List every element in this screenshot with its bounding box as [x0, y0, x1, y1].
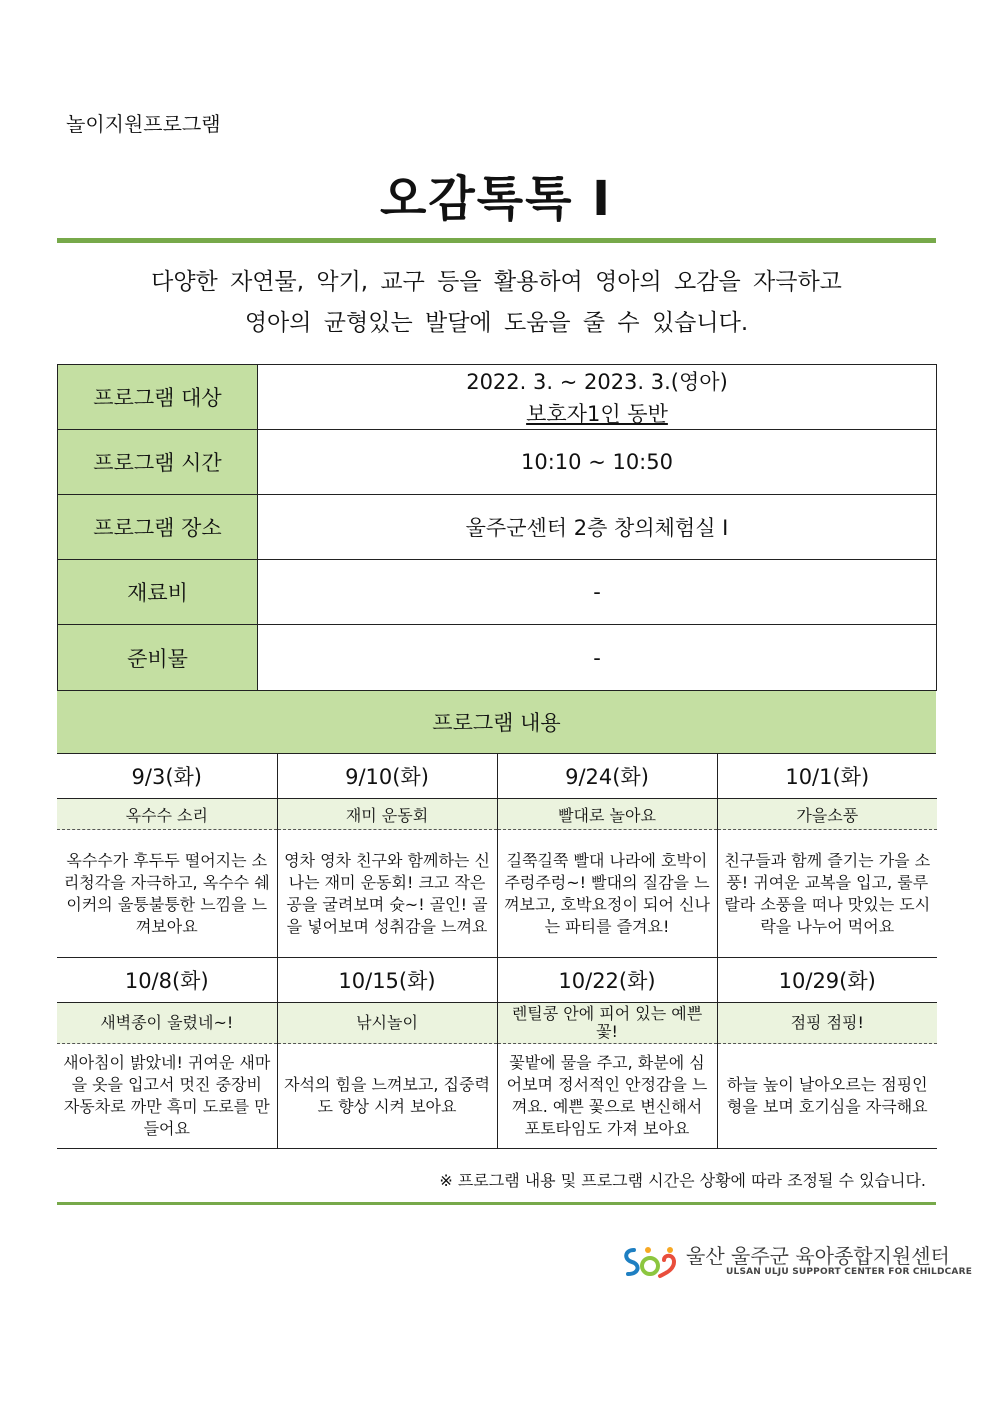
- session-description: 옥수수가 후두두 떨어지는 소리청각을 자극하고, 옥수수 쉐이커의 울퉁불퉁한 느낌을 느껴보아요: [57, 830, 277, 958]
- intro-line-1: 다양한 자연물, 악기, 교구 등을 활용하여 영아의 오감을 자극하고: [151, 269, 842, 295]
- target-label: 프로그램 대상: [58, 365, 258, 430]
- session-description: 친구들과 함께 즐기는 가을 소풍! 귀여운 교복을 입고, 룰루랄라 소풍을 떠나 맛있는 도시락을 나누어 먹어요: [717, 830, 937, 958]
- center-name-english: ULSAN ULJU SUPPORT CENTER FOR CHILDCARE: [726, 1267, 973, 1277]
- schedule-change-note: ※ 프로그램 내용 및 프로그램 시간은 상황에 따라 조정될 수 있습니다.: [439, 1171, 926, 1190]
- target-guardian: 보호자1인 동반: [526, 402, 668, 426]
- session-topic: 새벽종이 울렸네~!: [57, 1003, 277, 1044]
- session-description: 꽃밭에 물을 주고, 화분에 심어보며 정서적인 안정감을 느껴요. 예쁜 꽃으로 변신해서 포토타임도 가져 보아요: [497, 1044, 717, 1149]
- week2-date-row: [57, 958, 937, 1003]
- intro-line-2: 영아의 균형있는 발달에 도움을 줄 수 있습니다.: [244, 310, 749, 336]
- center-logo-icon: [620, 1242, 680, 1282]
- session-topic: 가을소풍: [717, 799, 937, 830]
- info-row-time: [58, 430, 937, 495]
- target-value: [258, 365, 937, 430]
- fee-label: 재료비: [58, 560, 258, 625]
- time-label: 프로그램 시간: [58, 430, 258, 495]
- program-info-table: [57, 364, 937, 691]
- prep-label: 준비물: [58, 625, 258, 691]
- intro-text: [57, 262, 936, 344]
- session-date: 10/8(화): [57, 958, 277, 1003]
- session-date: 10/15(화): [277, 958, 497, 1003]
- info-row-fee: [58, 560, 937, 625]
- session-date: 9/3(화): [57, 754, 277, 799]
- content-heading: 프로그램 내용: [57, 690, 936, 754]
- target-period: 2022. 3. ~ 2023. 3.(영아): [466, 370, 728, 394]
- center-logo: [620, 1240, 973, 1284]
- week1-topic-row: [57, 799, 937, 830]
- top-divider: [57, 238, 936, 243]
- session-topic: 렌틸콩 안에 피어 있는 예쁜 꽃!: [497, 1003, 717, 1044]
- week2-topic-row: [57, 1003, 937, 1044]
- session-date: 10/22(화): [497, 958, 717, 1003]
- page-title: 오감톡톡 I: [379, 171, 613, 227]
- info-row-target: [58, 365, 937, 430]
- prep-value: -: [258, 625, 937, 691]
- session-description: 새아침이 밝았네! 귀여운 새마을 옷을 입고서 멋진 중장비 자동차로 까만 흑미 도로를 만들어요: [57, 1044, 277, 1149]
- place-label: 프로그램 장소: [58, 495, 258, 560]
- program-category: 놀이지원프로그램: [66, 112, 221, 136]
- fee-value: -: [258, 560, 937, 625]
- center-name-korean: 울산 울주군 육아종합지원센터: [686, 1244, 950, 1268]
- session-description: 하늘 높이 날아오르는 점핑인형을 보며 호기심을 자극해요: [717, 1044, 937, 1149]
- place-value: 울주군센터 2층 창의체험실 I: [258, 495, 937, 560]
- week1-desc-row: [57, 830, 937, 958]
- session-date: 10/29(화): [717, 958, 937, 1003]
- session-topic: 옥수수 소리: [57, 799, 277, 830]
- info-row-prep: [58, 625, 937, 691]
- week2-desc-row: [57, 1044, 937, 1149]
- session-description: 자석의 힘을 느껴보고, 집중력도 향상 시켜 보아요: [277, 1044, 497, 1149]
- session-topic: 낚시놀이: [277, 1003, 497, 1044]
- session-date: 9/24(화): [497, 754, 717, 799]
- bottom-divider: [57, 1202, 936, 1205]
- schedule-table: [57, 754, 937, 1149]
- session-topic: 빨대로 놀아요: [497, 799, 717, 830]
- time-value: 10:10 ~ 10:50: [258, 430, 937, 495]
- session-date: 9/10(화): [277, 754, 497, 799]
- session-description: 길쭉길쭉 빨대 나라에 호박이 주렁주렁~! 빨대의 질감을 느껴보고, 호박요정이 되어 신나는 파티를 즐겨요!: [497, 830, 717, 958]
- info-row-place: [58, 495, 937, 560]
- session-date: 10/1(화): [717, 754, 937, 799]
- session-topic: 점핑 점핑!: [717, 1003, 937, 1044]
- session-description: 영차 영차 친구와 함께하는 신나는 재미 운동회! 크고 작은 공을 굴려보며 슛~! 골인! 골을 넣어보며 성취감을 느껴요: [277, 830, 497, 958]
- session-topic: 재미 운동회: [277, 799, 497, 830]
- week1-date-row: [57, 754, 937, 799]
